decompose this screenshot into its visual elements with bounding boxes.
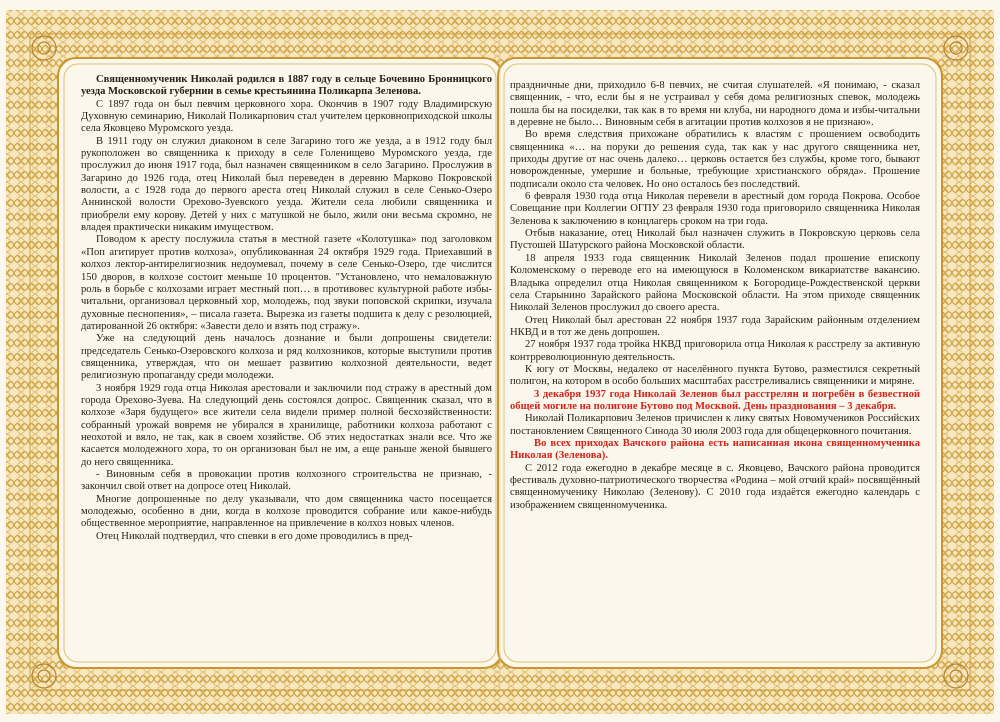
paragraph: В 1911 году он служил диаконом в селе Загарино того же уезда, а в 1912 году был рукоположен во священника к приходу в селе Голенищево Муромского уезда, где прослужил до июня 1917 года, был назначен священником в село Загарино. Прослужив в Загарино до 1926 года, отец Николай был переведен в деревню Марково Покровской волости, а с 1928 года до первого ареста отец Николай служил в селе Сенько-Озеро Аннинской волости Орехово-Зуевского уезда. Жители села любили священника и приобрели ему корову. Детей у них с матушкой не было, жили они весьма скромно, не владея практически никаким имуществом. (81, 135, 492, 234)
paragraph: 3 декабря 1937 года Николай Зеленов был расстрелян и погребён в безвестной общей могиле на полигоне Бутово под Москвой. День празднования – 3 декабря. (510, 388, 920, 412)
paragraph: 27 ноября 1937 года тройка НКВД приговорила отца Николая к расстрелу за активную контрреволюционную деятельность. (510, 339, 920, 363)
paragraph: Николай Поликарпович Зеленов причислен к лику святых Новомучеников Российских постановлением Священного Синода 30 июля 2003 года для общецерковного почитания. (510, 413, 920, 437)
paragraph: праздничные дни, приходило 6-8 певчих, не считая слушателей. «Я понимаю, - сказал священник, - что, если бы я не устраивал у себя дома религиозных спевок, молодежь пошла бы на посиделки, так как в то время ни клуба, ни народного дома и избы-читальни в деревне не было… Виновным себя в агитации против колхозов я не признаю». (510, 80, 920, 129)
paragraph: 18 апреля 1933 года священник Николай Зеленов подал прошение епископу Коломенскому о переводе его на имеющуюся в Коломенском викариатстве вакансию. Владыка определил отца Николая священником к Богородице-Рождественской церкви села Старынино Зарайского района Московской области. На этом приходе священник Николай Зеленов прослужил до своего ареста. (510, 252, 920, 314)
paragraph: Отец Николай подтвердил, что спевки в его доме проводились в пред- (96, 530, 413, 542)
paragraph: Уже на следующий день началось дознание и были допрошены свидетели: председатель Сенько-Озеровского колхоза и ряд колхозников, которые выступили против священника, утверждая, что он мешает развитию колхозной деятельности, ведет религиозную пропаганду среди молодежи. (81, 333, 492, 382)
paragraph: Поводом к аресту послужила статья в местной газете «Колотушка» под заголовком «Поп агитирует против колхоза», опубликованная 24 октября 1929 года. Приехавший в колхоз лектор-антирелигиозник недоумевал, почему в селе Сенько-Озеро, где числится 150 дворов, в колхозе состоит меньше 10 процентов. "Установлено, что немаловажную роль в борьбе с колхозами играет местный поп… в противовес культурной работе избы-читальни, организовал церковный хор, молодежь, под звуки поповской скрипки, изучала духовные песнопения», – писала газета. Вырезка из газеты подшита к делу с резолюцией, датированной 26 октября: «Завести дело и взять под стражу». (81, 234, 492, 332)
paragraph: Отец Николай был арестован 22 ноября 1937 года Зарайским районным отделением НКВД и в тот же день допрошен. (510, 314, 920, 338)
paragraph: С 1897 года он был певчим церковного хора. Окончив в 1907 году Владимирскую Духовную семинарию, Николай Поликарпович стал учителем церковноприходской школы села Яковцево Муромского уезда. (81, 98, 492, 135)
paragraph: - Виновным себя в провокации против колхозного строительства не признаю, - закончил свой ответ на допросе отец Николай. (81, 469, 492, 493)
right-column (510, 80, 920, 512)
left-column (81, 74, 492, 543)
paragraph: Священномученик Николай родился в 1887 году в сельце Бочевино Бронницкого уезда Московской губернии в семье крестьянина Поликарпа Зеленова. (81, 74, 492, 98)
paragraph: С 2012 года ежегодно в декабре месяце в с. Яковцево, Вачского района проводится фестиваль духовно-патриотического творчества «Родина – мой отчий край» посвящённый священномученику Николаю (Зеленову). С 2010 года издаётся ежегодно календарь с изображением священномученика. (510, 462, 920, 511)
paragraph: Во время следствия прихожане обратились к властям с прошением освободить священника «… на поруки до решения суда, так как у нас другого священника нет, приходы другие от нас очень далеко… церковь остается без службы, кроме того, бывают новорожденные, умершие и больные, требующие христианского обряда». Прошение подписали около ста человек. Но оно осталось без последствий. (510, 129, 920, 190)
paragraph: Во всех приходах Вачского района есть написанная икона священномученика Николая (Зеленова). (510, 437, 920, 462)
paragraph: Отбыв наказание, отец Николай был назначен служить в Покровскую церковь села Пустошей Шатурского района Московской области. (510, 228, 920, 252)
paragraph: К югу от Москвы, недалеко от населённого пункта Бутово, разместился секретный полигон, на котором в особо больших масштабах расстреливались священники и миряне. (510, 363, 920, 388)
paragraph: Многие допрошенные по делу указывали, что дом священника часто посещается молодежью, особенно в дни, когда в колхозе проводится собрание или какое-нибудь общественное мероприятие, направленное на привлечение в колхоз новых членов. (81, 493, 492, 530)
paragraph: 3 ноября 1929 года отца Николая арестовали и заключили под стражу в арестный дом города Орехово-Зуева. На следующий день состоялся допрос. Священник сказал, что в колхозе «Заря будущего» все жители села видели пример полной бесхозяйственности: собранный урожай вовремя не убирался в хранилище, работники колхоза работают с неохотой и вяло, не так, как в своем хозяйстве. Об этих недостатках знали все. Что же касается молодежного хора, то он организован был не им, а еще раньше женой бывшего до него священника. (81, 382, 492, 468)
paragraph: 6 февраля 1930 года отца Николая перевели в арестный дом города Покрова. Особое Совещание при Коллегии ОГПУ 23 февраля 1930 года приговорило священника Николая Зеленова к заключению в концлагерь сроком на три года. (510, 191, 920, 227)
